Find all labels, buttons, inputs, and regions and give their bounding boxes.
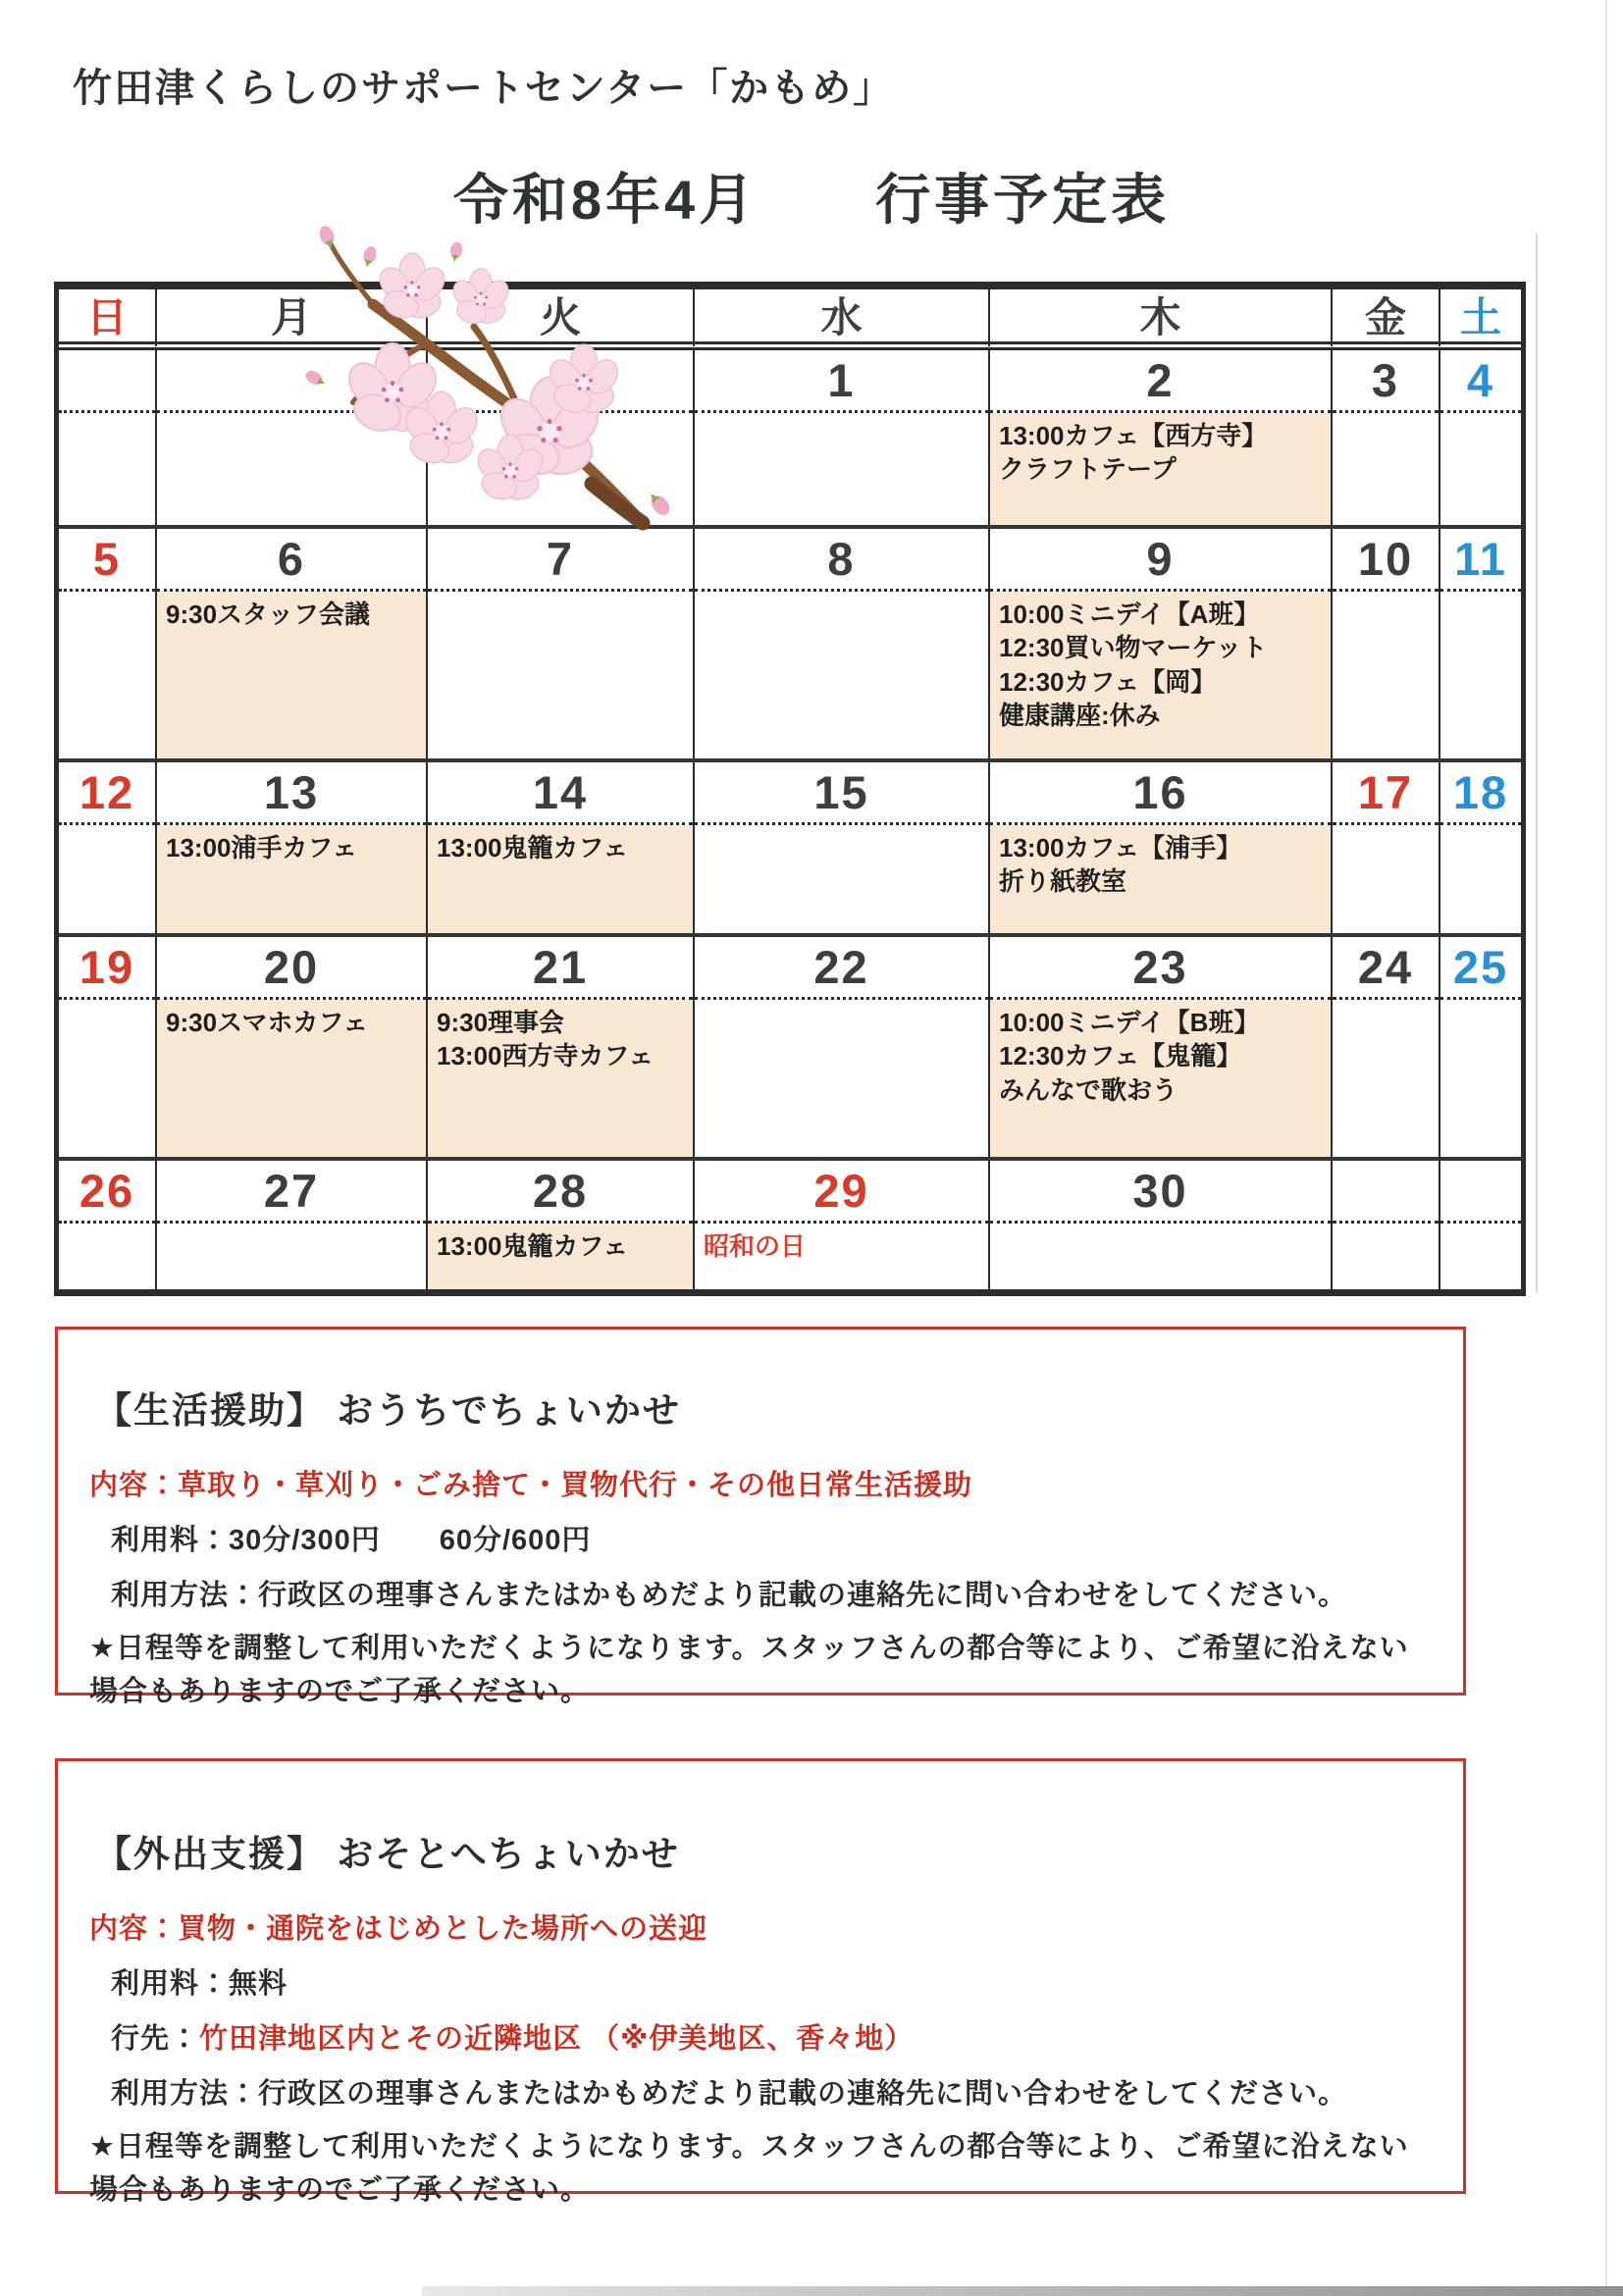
weekday-header-wed: 水 [695,289,990,346]
notice-destination-line [89,2016,1430,2057]
calendar-day-cell [157,1161,428,1289]
calendar-day-cell [990,937,1333,1157]
notice-box-outing-support [55,1758,1466,2206]
calendar-day-cell [1333,350,1440,525]
event-area [990,1000,1331,1157]
calendar-day-cell [59,350,157,525]
event-area [428,1000,693,1157]
event-area [990,825,1331,933]
calendar-week-1 [59,350,1521,529]
date-number: 7 [546,533,575,585]
notice-content-line: 内容：買物・通院をはじめとした場所への送迎 [89,1913,708,1945]
calendar-day-cell [1333,529,1440,758]
calendar-day-cell [59,762,157,933]
event-line: 13:00西方寺カフェ [437,1041,654,1071]
event-line: 13:00カフェ【西方寺】 [999,421,1268,450]
event-area [157,1000,426,1157]
date-number: 18 [1452,766,1509,818]
notice-box-life-support [55,1327,1466,1707]
weekday-header-row [59,289,1521,350]
date-number: 9 [1146,533,1175,585]
calendar-day-cell [428,529,695,758]
calendar-day-cell [695,937,990,1157]
event-line: 9:30スマホカフェ [166,1008,369,1037]
date-number: 29 [813,1165,869,1217]
calendar-title: 令和8年4月 行事予定表 [452,169,1171,231]
calendar-day-cell [1333,937,1440,1157]
event-area [990,592,1331,758]
event-line: 13:00鬼籠カフェ [437,1231,629,1261]
weekday-header-fri: 金 [1333,289,1440,346]
event-area [695,1224,988,1289]
notice-method-line: 利用方法：行政区の理事さんまたはかもめだより記載の連絡先に問い合わせをしてください。 [111,2078,1348,2110]
event-line: 12:30買い物マーケット [999,633,1268,663]
scan-artifact-line [1605,0,1607,2296]
calendar-day-cell [990,762,1333,933]
date-number: 22 [813,941,869,993]
event-line: 12:30カフェ【鬼籠】 [999,1041,1242,1071]
event-line: 10:00ミニデイ【A班】 [999,600,1260,629]
event-area [428,825,693,933]
notice-title: 【外出支援】 おそとへちょいかせ [95,1834,680,1874]
notice-title: 【生活援助】 おうちでちょいかせ [95,1390,681,1431]
notice-note-line: ★日程等を調整して利用いただくようになります。スタッフさんの都合等により、ご希望に沿えない場合もありますのでご了承ください。 [89,1633,1409,1707]
calendar-day-cell [695,1161,990,1289]
weekday-header-mon: 月 [157,289,428,346]
org-title: 竹田津くらしのサポートセンター「かもめ」 [73,67,895,110]
calendar-day-cell [59,529,157,758]
event-line: 10:00ミニデイ【B班】 [999,1008,1260,1037]
calendar-day-cell [428,937,695,1157]
date-number: 17 [1357,766,1414,818]
calendar-day-cell [1440,350,1521,525]
calendar-day-cell [157,762,428,933]
calendar-table [54,282,1526,1296]
date-number: 4 [1466,354,1495,406]
destination-label: 行先： [111,2023,200,2055]
date-number: 5 [92,533,122,585]
event-line: 折り紙教室 [999,866,1127,897]
date-number: 10 [1357,533,1414,585]
date-number: 15 [813,766,869,818]
calendar-day-cell [695,762,990,933]
calendar-day-cell [157,529,428,758]
calendar-week-2 [59,529,1521,762]
date-number: 27 [263,1165,320,1217]
calendar-day-cell [695,350,990,525]
notice-fee-line: 利用料：無料 [111,1968,288,2000]
event-area [157,825,426,933]
date-number: 24 [1357,941,1414,993]
date-number: 21 [532,941,589,993]
date-number: 19 [79,941,135,993]
calendar-day-cell [59,937,157,1157]
weekday-header-tue: 火 [428,289,695,346]
weekday-header-sun: 日 [59,289,157,346]
date-number: 11 [1454,533,1507,585]
calendar-week-5 [59,1161,1521,1289]
date-number: 25 [1452,941,1509,993]
calendar-day-cell [1440,937,1521,1157]
date-number: 20 [263,941,320,993]
event-area [157,592,426,758]
event-area [428,1224,693,1289]
notice-fee-line: 利用料：30分/300円 60分/600円 [111,1525,592,1556]
notice-note-line: ★日程等を調整して利用いただくようになります。スタッフさんの都合等により、ご希望に沿えない場合もありますのでご了承ください。 [89,2131,1409,2206]
date-number: 14 [532,766,589,818]
date-number: 1 [827,354,856,406]
holiday-label: 昭和の日 [704,1231,807,1261]
calendar-day-cell [157,350,428,525]
event-line: 9:30理事会 [437,1008,565,1037]
date-number: 12 [79,766,135,818]
calendar-day-cell [59,1161,157,1289]
date-number: 26 [79,1165,135,1217]
weekday-header-thu: 木 [990,289,1333,346]
date-number: 28 [532,1165,589,1217]
event-line: 13:00カフェ【浦手】 [999,833,1242,862]
calendar-day-cell [1440,1161,1521,1289]
calendar-day-cell [990,1161,1333,1289]
date-number: 8 [827,533,856,585]
date-number: 30 [1132,1165,1188,1217]
date-number: 2 [1146,354,1175,406]
event-line: 9:30スタッフ会議 [166,600,371,629]
event-line: みんなで歌おう [999,1074,1178,1105]
event-line: 12:30カフェ【岡】 [999,666,1217,697]
event-line: 13:00浦手カフェ [166,833,358,862]
date-number: 23 [1132,941,1188,993]
calendar-day-cell [1333,762,1440,933]
event-line: クラフトテープ [999,454,1177,485]
scan-artifact-line [1536,234,1538,1293]
scan-artifact-smear [422,2286,1623,2296]
calendar-day-cell [428,350,695,525]
date-number: 6 [277,533,306,585]
notice-method-line: 利用方法：行政区の理事さんまたはかもめだより記載の連絡先に問い合わせをしてください。 [111,1580,1348,1611]
calendar-day-cell [157,937,428,1157]
weekday-header-sat: 土 [1459,294,1501,340]
date-number: 3 [1371,354,1400,406]
notice-content-line: 内容：草取り・草刈り・ごみ捨て・買物代行・その他日常生活援助 [89,1470,973,1501]
calendar-day-cell [990,529,1333,758]
event-line: 健康講座:休み [999,700,1161,730]
destination-value: 竹田津地区内とその近隣地区 （※伊美地区、香々地） [199,2023,915,2055]
calendar-day-cell [428,1161,695,1289]
calendar-day-cell [695,529,990,758]
date-number: 13 [263,766,320,818]
date-number: 16 [1132,766,1188,818]
calendar-day-cell [428,762,695,933]
calendar-day-cell [1440,762,1521,933]
event-area [990,413,1331,525]
event-line: 13:00鬼籠カフェ [437,833,629,862]
calendar-day-cell [1440,529,1521,758]
calendar-day-cell [1333,1161,1440,1289]
calendar-day-cell [990,350,1333,525]
calendar-week-3 [59,762,1521,937]
calendar-week-4 [59,937,1521,1161]
